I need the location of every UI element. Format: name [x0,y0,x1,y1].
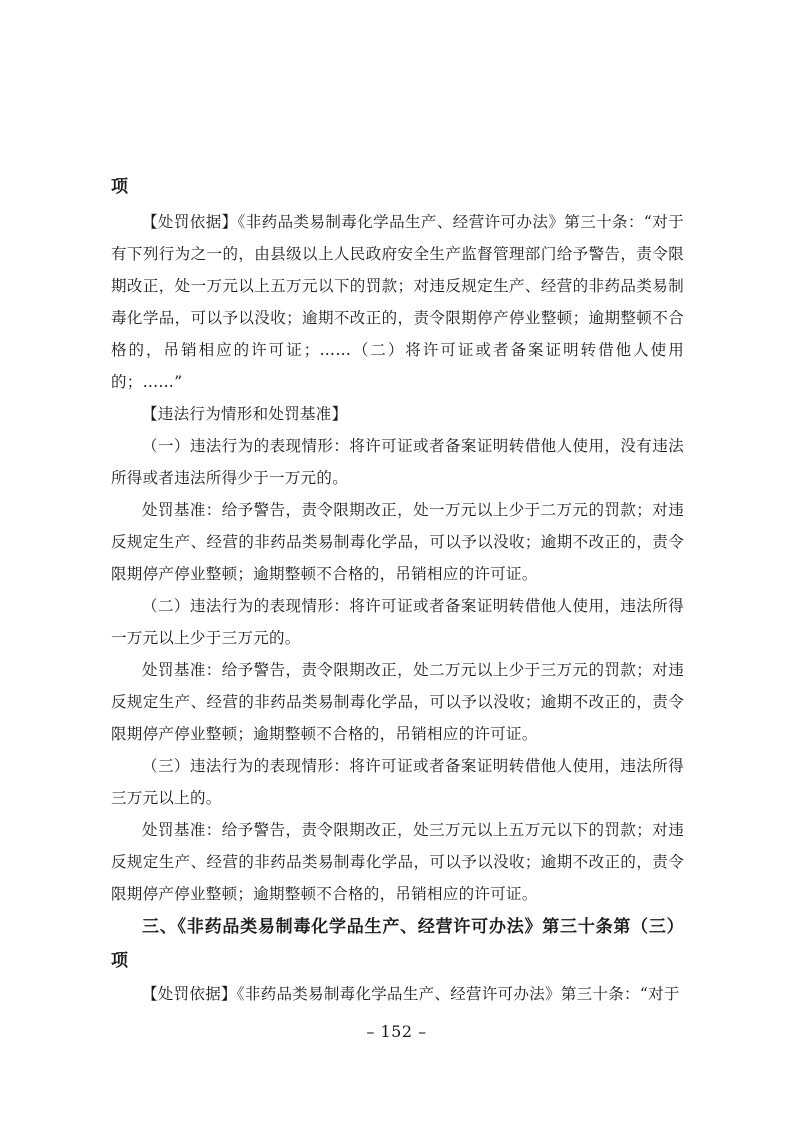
page-number: – 152 – [366,1022,427,1041]
criteria-title: 【违法行为情形和处罚基准】 [142,405,348,423]
case-2-standard: 处罚基准：给予警告，责令限期改正，处二万元以上少于三万元的罚款；对违反规定生产、经营的非药品类易制毒化学品，可以予以没收；逾期不改正的，责令限期停产停业整顿；逾期整顿不合格的，吊销相应的许可证。 [111,661,684,743]
case-2-situation: （二）违法行为的表现情形：将许可证或者备案证明转借他人使用，违法所得一万元以上少于三万元的。 [111,597,684,647]
case-1-situation: （一）违法行为的表现情形：将许可证或者备案证明转借他人使用，没有违法所得或者违法所得少于一万元的。 [111,437,684,487]
case-1-standard: 处罚基准：给予警告，责令限期改正，处一万元以上少于二万元的罚款；对违反规定生产、经营的非药品类易制毒化学品，可以予以没收；逾期不改正的，责令限期停产停业整顿；逾期整顿不合格的，吊销相应的许可证。 [111,501,684,583]
case-3-situation: （三）违法行为的表现情形：将许可证或者备案证明转借他人使用，违法所得三万元以上的。 [111,757,684,807]
penalty-basis-paragraph-next: 【处罚依据】《非药品类易制毒化学品生产、经营许可办法》第三十条：“对于 [142,985,680,1003]
penalty-basis-paragraph: 【处罚依据】《非药品类易制毒化学品生产、经营许可办法》第三十条：“对于有下列行为之一的，由县级以上人民政府安全生产监督管理部门给予警告，责令限期改正，处一万元以上五万元以下的罚款；对违反规定生产、经营的非药品类易制毒化学品，可以予以没收；逾期不改正的，责令限期停产停业整顿；逾期整顿不合格的，吊销相应的许可证；……（二）将许可证或者备案证明转借他人使用的；……” [111,213,684,391]
heading-continuation: 项 [111,177,129,197]
document-body [111,170,684,1010]
case-3-standard: 处罚基准：给予警告，责令限期改正，处三万元以上五万元以下的罚款；对违反规定生产、经营的非药品类易制毒化学品，可以予以没收；逾期不改正的，责令限期停产停业整顿；逾期整顿不合格的，吊销相应的许可证。 [111,821,684,903]
section-heading: 三、《非药品类易制毒化学品生产、经营许可办法》第三十条第（三）项 [111,917,684,971]
